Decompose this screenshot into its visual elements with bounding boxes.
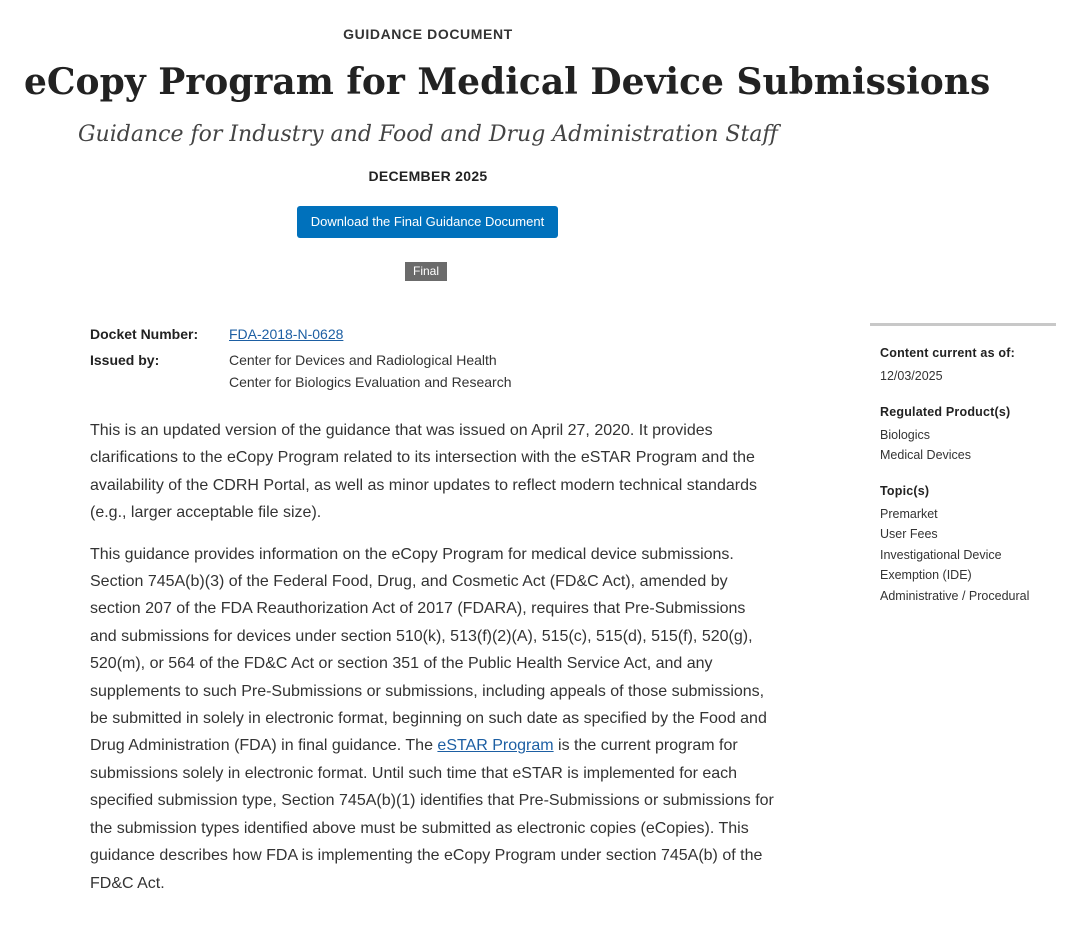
estar-program-link[interactable]: eSTAR Program bbox=[437, 737, 554, 755]
issued-by-label: Issued by: bbox=[90, 352, 160, 368]
body-paragraph bbox=[90, 541, 775, 897]
content-current-label: Content current as of: bbox=[880, 346, 1015, 360]
docket-number-link[interactable]: FDA-2018-N-0628 bbox=[229, 326, 344, 342]
docket-label: Docket Number: bbox=[90, 326, 199, 342]
docket-row bbox=[90, 323, 512, 345]
issuing-center: Center for Devices and Radiological Health bbox=[229, 352, 497, 368]
body-text: is the current program for submissions solely in electronic format. Until such time that eSTAR is implemented for each specified submission type, Section 745A(b)(1) identifies that Pre-Submissions or submissions for the submission types identified above must be submitted as electronic copies (eCopies). This guidance describes how FDA is implementing the eCopy Program under section 745A(b) of the FD&C Act. bbox=[90, 737, 774, 892]
regulated-product-item[interactable]: Medical Devices bbox=[880, 448, 972, 462]
content-current-date: 12/03/2025 bbox=[880, 369, 943, 383]
issuing-center: Center for Biologics Evaluation and Research bbox=[229, 374, 512, 390]
issued-by-row bbox=[90, 349, 512, 393]
topics-section bbox=[870, 484, 1056, 607]
body-paragraph: This is an updated version of the guidance that was issued on April 27, 2020. It provides clarifications to the eCopy Program related to its intersection with the eSTAR Program and the availability of the CDRH Portal, as well as minor updates to reflect modern technical standards (e.g., larger acceptable file size). bbox=[90, 422, 757, 522]
topic-item[interactable]: Premarket bbox=[880, 506, 938, 521]
body-text: This guidance provides information on the eCopy Program for medical device submissions. Section 745A(b)(3) of the Federal Food, Drug, and Cosmetic Act (FD&C Act), amended by section 207 of the FDA Reauthorization Act of 2017 (FDARA), requires that Pre-Submissions and submissions for devices under section 510(k), 513(f)(2)(A), 515(c), 515(d), 515(f), 520(g), 520(m), or 564 of the FD&C Act or section 351 of the Public Health Service Act, and any supplements to such Pre-Submissions or submissions, including appeals of those submissions, be submitted in solely in electronic format, beginning on such date as specified by the Food and Drug Administration (FDA) in final guidance. The bbox=[90, 545, 767, 755]
guidance-body bbox=[90, 417, 775, 911]
sidebar bbox=[870, 323, 1056, 624]
content-current-section bbox=[870, 346, 1056, 387]
document-metadata bbox=[90, 323, 512, 393]
download-guidance-button[interactable]: Download the Final Guidance Document bbox=[297, 206, 558, 238]
document-type-label: GUIDANCE DOCUMENT bbox=[343, 26, 513, 42]
page-subtitle: Guidance for Industry and Food and Drug Administration Staff bbox=[77, 122, 779, 147]
topic-item[interactable]: Investigational Device Exemption (IDE) bbox=[880, 547, 1002, 582]
regulated-products-section bbox=[870, 405, 1056, 466]
topic-item[interactable]: User Fees bbox=[880, 527, 938, 541]
publication-date: DECEMBER 2025 bbox=[368, 168, 488, 184]
regulated-products-label: Regulated Product(s) bbox=[880, 404, 1011, 419]
topics-label: Topic(s) bbox=[880, 483, 930, 498]
topic-item[interactable]: Administrative / Procedural bbox=[880, 588, 1030, 603]
regulated-product-item[interactable]: Biologics bbox=[880, 427, 931, 442]
status-badge: Final bbox=[405, 262, 447, 281]
page-title: eCopy Program for Medical Device Submissions bbox=[24, 61, 991, 103]
